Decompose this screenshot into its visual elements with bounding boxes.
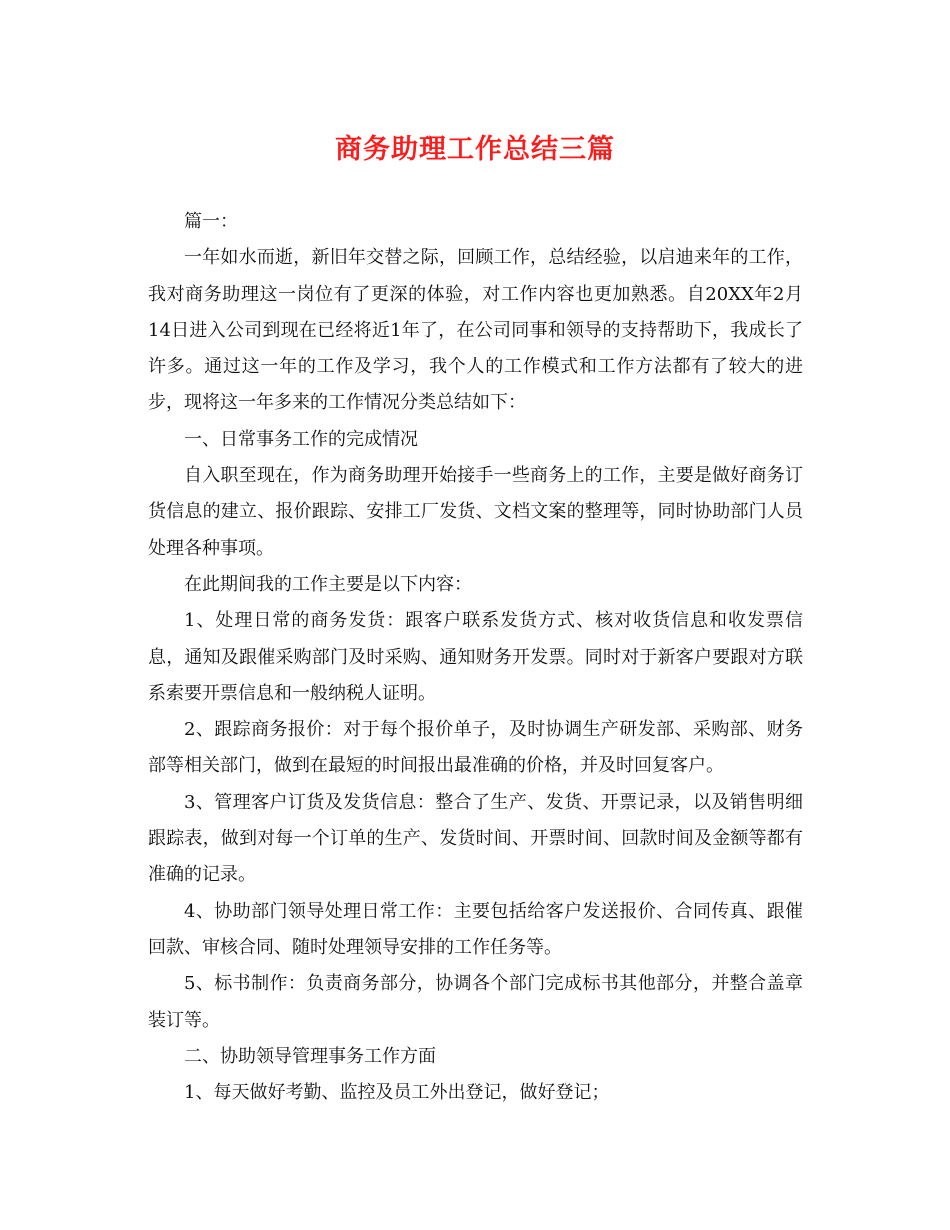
list-item: 5、标书制作：负责商务部分，协调各个部门完成标书其他部分，并整合盖章装订等。 <box>148 973 803 1031</box>
list-item: 2、跟踪商务报价：对于每个报价单子，及时协调生产研发部、采购部、财务部等相关部门，做到在最短的时间报出最准确的价格，并及时回复客户。 <box>148 719 803 777</box>
paragraph: 在此期间我的工作主要是以下内容： <box>184 573 472 595</box>
list-item: 3、管理客户订货及发货信息：整合了生产、发货、开票记录，以及销售明细跟踪表，做到对每一个订单的生产、发货时间、开票时间、回款时间及金额等都有准确的记录。 <box>148 791 803 886</box>
section-heading-management: 二、协助领导管理事务工作方面 <box>184 1045 436 1067</box>
list-item: 1、处理日常的商务发货：跟客户联系发货方式、核对收货信息和收发票信息，通知及跟催采购部门及时采购、通知财务开发票。同时对于新客户要跟对方联系索要开票信息和一般纳税人证明。 <box>148 610 803 704</box>
document-body <box>148 204 803 1111</box>
paragraph: 自入职至现在，作为商务助理开始接手一些商务上的工作，主要是做好商务订货信息的建立、报价跟踪、安排工厂发货、文档文案的整理等，同时协助部门人员处理各种事项。 <box>148 465 803 559</box>
section-heading-part-one: 篇一： <box>184 211 238 232</box>
section-heading-daily-work: 一、日常事务工作的完成情况 <box>184 428 418 450</box>
list-item: 4、协助部门领导处理日常工作：主要包括给客户发送报价、合同传真、跟催回款、审核合同、随时处理领导安排的工作任务等。 <box>148 900 803 958</box>
intro-paragraph: 一年如水而逝，新旧年交替之际，回顾工作，总结经验，以启迪来年的工作，我对商务助理这一岗位有了更深的体验，对工作内容也更加熟悉。自20XX年2月14日进入公司到现在已经将近1年了，在公司同事和领导的支持帮助下，我成长了许多。通过这一年的工作及学习，我个人的工作模式和工作方法都有了较大的进步，现将这一年多来的工作情况分类总结如下： <box>148 247 803 414</box>
list-item: 1、每天做好考勤、监控及员工外出登记，做好登记； <box>184 1082 610 1104</box>
document-title: 商务助理工作总结三篇 <box>335 134 615 165</box>
